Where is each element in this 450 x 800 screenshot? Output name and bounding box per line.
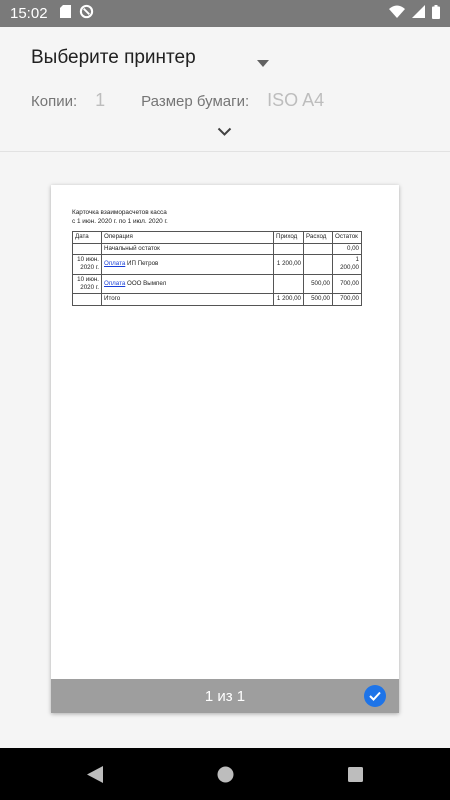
document-content	[72, 209, 364, 306]
income-cell	[274, 243, 304, 254]
status-bar	[0, 0, 450, 27]
paper-size-label: Размер бумаги:	[141, 93, 250, 110]
operation-text: ИП Петров	[125, 260, 159, 268]
operation-cell	[102, 243, 274, 254]
table-row	[73, 274, 362, 294]
print-options-panel	[0, 27, 450, 152]
balance-cell: 700,00	[333, 274, 362, 294]
operation-text: Итого	[104, 295, 121, 303]
expense-cell	[304, 243, 333, 254]
column-header: Расход	[304, 232, 333, 243]
balance-cell: 0,00	[333, 243, 362, 254]
table-row	[73, 294, 362, 305]
balance-cell: 1 200,00	[333, 255, 362, 275]
navigation-bar	[0, 748, 450, 800]
date-cell: 10 июн. 2020 г.	[73, 255, 102, 275]
operation-cell	[102, 255, 274, 275]
date-cell: 10 июн. 2020 г.	[73, 274, 102, 294]
settlement-table	[72, 231, 362, 306]
back-icon[interactable]	[85, 764, 105, 784]
balance-cell: 700,00	[333, 294, 362, 305]
home-icon[interactable]	[215, 764, 235, 784]
signal-icon	[412, 5, 425, 22]
print-preview-area	[0, 152, 450, 748]
status-time: 15:02	[10, 5, 48, 22]
page-indicator: 1 из 1	[204, 687, 246, 705]
preview-page[interactable]	[51, 185, 399, 713]
dropdown-arrow-icon[interactable]	[257, 54, 269, 72]
column-header: Остаток	[333, 232, 362, 243]
operation-link[interactable]: Оплата	[104, 279, 126, 287]
operation-text: ООО Вымпел	[125, 279, 167, 287]
copies-label: Копии:	[31, 93, 78, 110]
sd-card-icon	[60, 5, 71, 22]
date-cell	[73, 243, 102, 254]
column-header: Операция	[102, 232, 274, 243]
expand-options-chevron-icon[interactable]	[217, 124, 232, 142]
copies-value: 1	[95, 90, 106, 110]
expense-cell: 500,00	[304, 274, 333, 294]
income-cell: 1 200,00	[274, 255, 304, 275]
battery-icon	[432, 5, 440, 23]
document-period: с 1 июн. 2020 г. по 1 июл. 2020 г.	[72, 217, 168, 225]
operation-cell	[102, 274, 274, 294]
table-header-row	[73, 232, 362, 243]
page-footer-bar	[51, 679, 399, 713]
operation-cell	[102, 294, 274, 305]
paper-size-value: ISO A4	[267, 90, 325, 110]
page-selected-check-icon[interactable]	[364, 685, 386, 707]
table-row	[73, 255, 362, 275]
data-saver-icon	[79, 4, 94, 23]
print-options-summary[interactable]	[31, 90, 324, 111]
expense-cell	[304, 255, 333, 275]
operation-text: Начальный остаток	[104, 244, 160, 252]
income-cell	[274, 274, 304, 294]
wifi-icon	[389, 5, 405, 22]
table-row	[73, 243, 362, 254]
operation-link[interactable]: Оплата	[104, 260, 126, 268]
expense-cell: 500,00	[304, 294, 333, 305]
recents-icon[interactable]	[345, 764, 365, 784]
date-cell	[73, 294, 102, 305]
column-header: Приход	[274, 232, 304, 243]
printer-selector-label[interactable]: Выберите принтер	[31, 47, 196, 68]
document-title: Карточка взаиморасчетов касса	[72, 209, 167, 216]
column-header: Дата	[73, 232, 102, 243]
income-cell: 1 200,00	[274, 294, 304, 305]
